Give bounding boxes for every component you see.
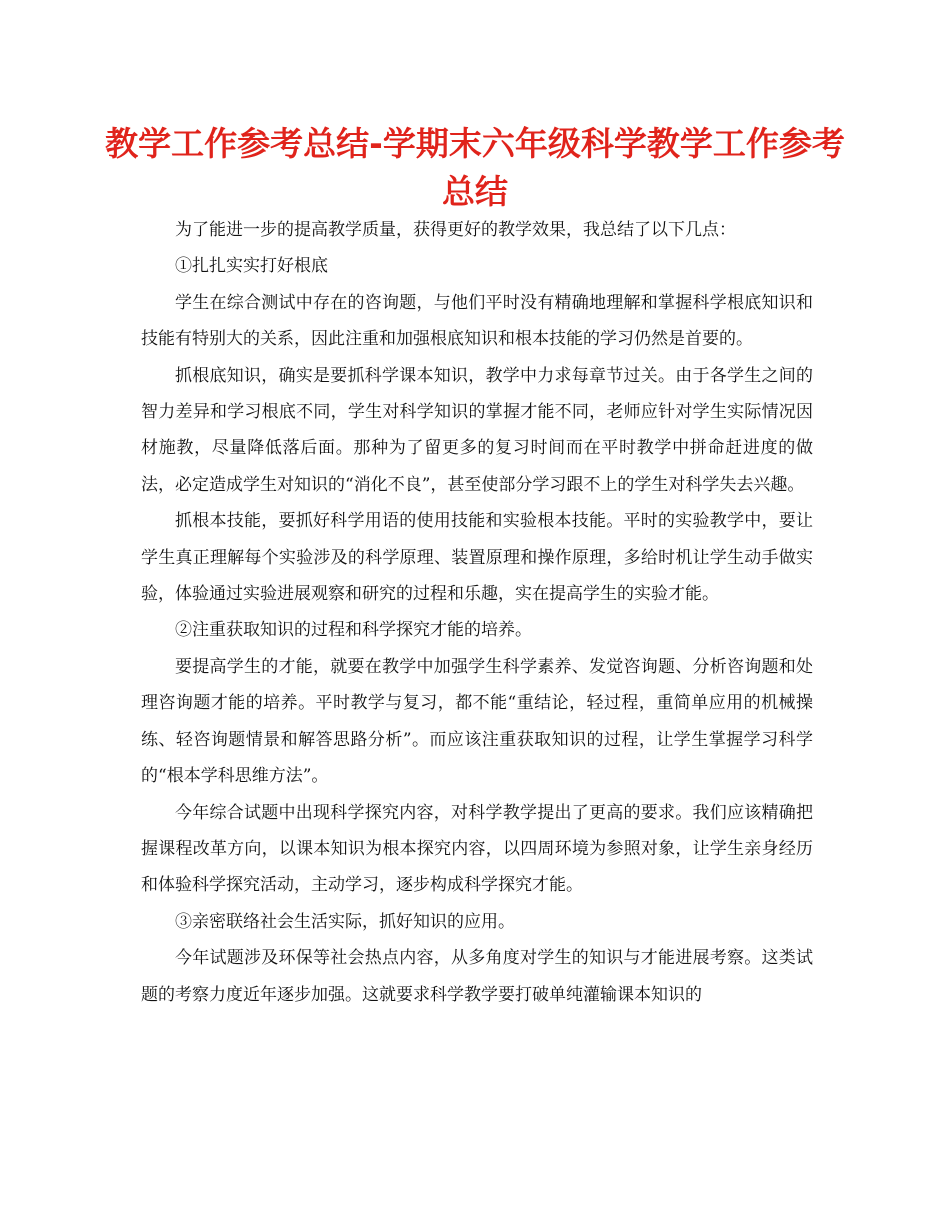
paragraph: 学生在综合测试中存在的咨询题，与他们平时没有精确地理解和掌握科学根底知识和技能有特别大的关系，因此注重和加强根底知识和根本技能的学习仍然是首要的。 bbox=[141, 292, 813, 350]
paragraph: 今年试题涉及环保等社会热点内容，从多角度对学生的知识与才能进展考察。这类试题的考察力度近年逐步加强。这就要求科学教学要打破单纯灌输课本知识的 bbox=[141, 948, 813, 1005]
section-heading-1: ①扎扎实实打好根底 bbox=[175, 256, 328, 277]
paragraph-intro: 为了能进一步的提高教学质量，获得更好的教学效果，我总结了以下几点： bbox=[175, 220, 736, 240]
section-heading-2: ②注重获取知识的过程和科学探究才能的培养。 bbox=[175, 620, 532, 641]
paragraph: 抓根本技能，要抓好科学用语的使用技能和实验根本技能。平时的实验教学中，要让学生真正理解每个实验涉及的科学原理、装置原理和操作原理，多给时机让学生动手做实验，体验通过实验进展观察和研究的过程和乐趣，实在提高学生的实验才能。 bbox=[141, 511, 813, 605]
paragraph: 要提高学生的才能，就要在教学中加强学生科学素养、发觉咨询题、分析咨询题和处理咨询题才能的培养。平时教学与复习，都不能“重结论，轻过程，重简单应用的机械操练、轻咨询题情景和解答思路分析”。而应该注重获取知识的过程，让学生掌握学习科学的“根本学科思维方法”。 bbox=[141, 656, 813, 787]
section-heading-3: ③亲密联络社会生活实际，抓好知识的应用。 bbox=[175, 911, 515, 932]
document-title: 教学工作参考总结-学期末六年级科学教学工作参考总结 bbox=[105, 124, 845, 211]
paragraph: 今年综合试题中出现科学探究内容，对科学教学提出了更高的要求。我们应该精确把握课程改革方向，以课本知识为根本探究内容，以四周环境为参照对象，让学生亲身经历和体验科学探究活动，主动学习，逐步构成科学探究才能。 bbox=[141, 802, 813, 896]
document-body bbox=[141, 212, 813, 1013]
paragraph: 抓根底知识，确实是要抓科学课本知识，教学中力求每章节过关。由于各学生之间的智力差异和学习根底不同，学生对科学知识的掌握才能不同，老师应针对学生实际情况因材施教，尽量降低落后面。那种为了留更多的复习时间而在平时教学中拼命赶进度的做法，必定造成学生对知识的“消化不良”，甚至使部分学习跟不上的学生对科学失去兴趣。 bbox=[141, 365, 813, 495]
